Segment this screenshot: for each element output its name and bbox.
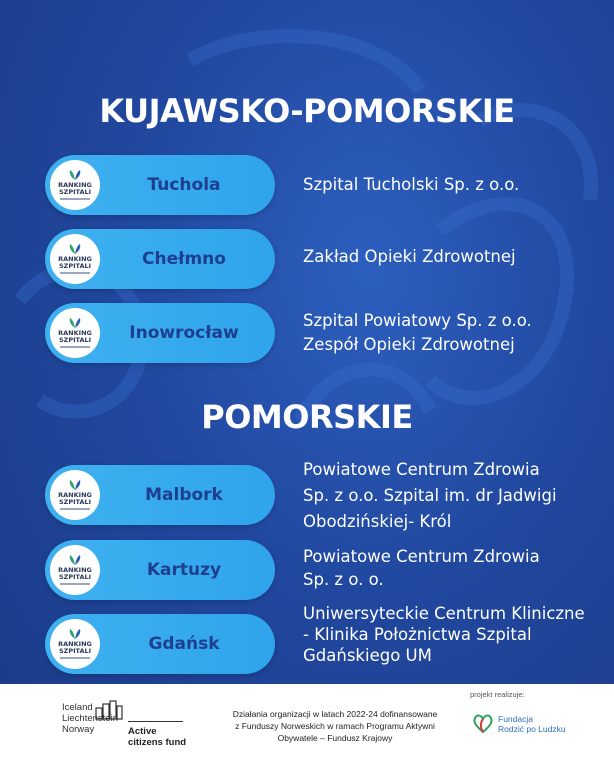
hospital-line: Szpital Tucholski Sp. z o.o. [303, 175, 520, 194]
hospital-name [303, 309, 603, 357]
eea-line: Norway [62, 724, 95, 735]
city-badge-malbork [45, 465, 275, 525]
foundation-heart-icon [472, 712, 494, 734]
logo-text-ranking: RANKING [58, 255, 92, 263]
city-name: Kartuzy [146, 560, 222, 580]
hospital-line: Obodzińskiej- Król [303, 512, 452, 531]
hospital-line: Powiatowe Centrum Zdrowia [303, 460, 540, 479]
eea-line: Iceland [62, 702, 93, 713]
ranking-szpitali-logo-icon [50, 160, 100, 210]
hospital-line: Sp. z o.o. Szpital im. dr Jadwigi [303, 486, 557, 505]
logo-text-ranking: RANKING [58, 181, 92, 189]
hospital-line: Szpital Powiatowy Sp. z o.o. [303, 311, 532, 330]
eea-grants-logo-icon [95, 700, 123, 720]
hospital-name [303, 457, 603, 535]
hospital-name [303, 174, 603, 196]
ranking-szpitali-logo-icon [50, 619, 100, 669]
logo-text-szpitali: SZPITALI [58, 647, 92, 655]
ranking-szpitali-logo-icon [50, 234, 100, 284]
hospital-line: Gdańskiego UM [303, 646, 432, 665]
foundation-line: Rodzić po Ludzku [498, 724, 566, 734]
city-name: Tuchola [147, 175, 221, 195]
city-name: Inowrocław [129, 323, 239, 343]
hospital-line: Powiatowe Centrum Zdrowia [303, 547, 540, 566]
acf-divider [128, 721, 183, 722]
city-badge-gdansk [45, 614, 275, 674]
logo-text-szpitali: SZPITALI [58, 336, 92, 344]
city-badge-kartuzy [45, 540, 275, 600]
city-badge-inowroclaw [45, 303, 275, 363]
logo-text-szpitali: SZPITALI [58, 498, 92, 506]
hospital-line: Zespół Opieki Zdrowotnej [303, 335, 515, 354]
acf-line: Active [128, 726, 157, 737]
hospital-line: Sp. z o. o. [303, 570, 384, 589]
eea-line: Liechtenstein [62, 713, 118, 724]
hospital-name [303, 246, 603, 268]
ranking-szpitali-logo-icon [50, 308, 100, 358]
ranking-szpitali-logo-icon [50, 545, 100, 595]
city-name: Gdańsk [148, 634, 220, 654]
foundation-logo [472, 710, 612, 740]
city-badge-chelmno [45, 229, 275, 289]
hospital-line: Zakład Opieki Zdrowotnej [303, 247, 516, 266]
hospital-name [303, 603, 603, 666]
logo-text-ranking: RANKING [58, 640, 92, 648]
funding-note [210, 708, 460, 744]
hospital-line: - Klinika Położnictwa Szpital [303, 625, 532, 644]
foundation-name [498, 714, 566, 734]
note-line: Działania organizacji w latach 2022-24 dofinansowane [232, 709, 438, 719]
logo-text-szpitali: SZPITALI [58, 188, 92, 196]
ranking-szpitali-logo-icon [50, 470, 100, 520]
region-title-pomorskie: POMORSKIE [201, 398, 413, 436]
foundation-line: Fundacja [498, 714, 533, 724]
hospital-name [303, 545, 603, 591]
note-line: z Funduszy Norweskich w ramach Programu Aktywni [235, 721, 435, 731]
logo-text-ranking: RANKING [58, 566, 92, 574]
logo-text-ranking: RANKING [58, 329, 92, 337]
hospital-line: Uniwersyteckie Centrum Kliniczne [303, 604, 585, 623]
note-line: Obywatele – Fundusz Krajowy [277, 733, 393, 743]
city-name: Chełmno [142, 249, 226, 269]
region-title-kujawsko-pomorskie: KUJAWSKO-POMORSKIE [99, 92, 515, 130]
acf-line: citizens fund [128, 737, 187, 748]
active-citizens-fund-logo [128, 726, 186, 748]
project-label: projekt realizuje: [470, 690, 525, 699]
logo-text-szpitali: SZPITALI [58, 262, 92, 270]
logo-text-ranking: RANKING [58, 491, 92, 499]
city-name: Malbork [145, 485, 223, 505]
city-badge-tuchola [45, 155, 275, 215]
footer [0, 684, 614, 768]
logo-text-szpitali: SZPITALI [58, 573, 92, 581]
